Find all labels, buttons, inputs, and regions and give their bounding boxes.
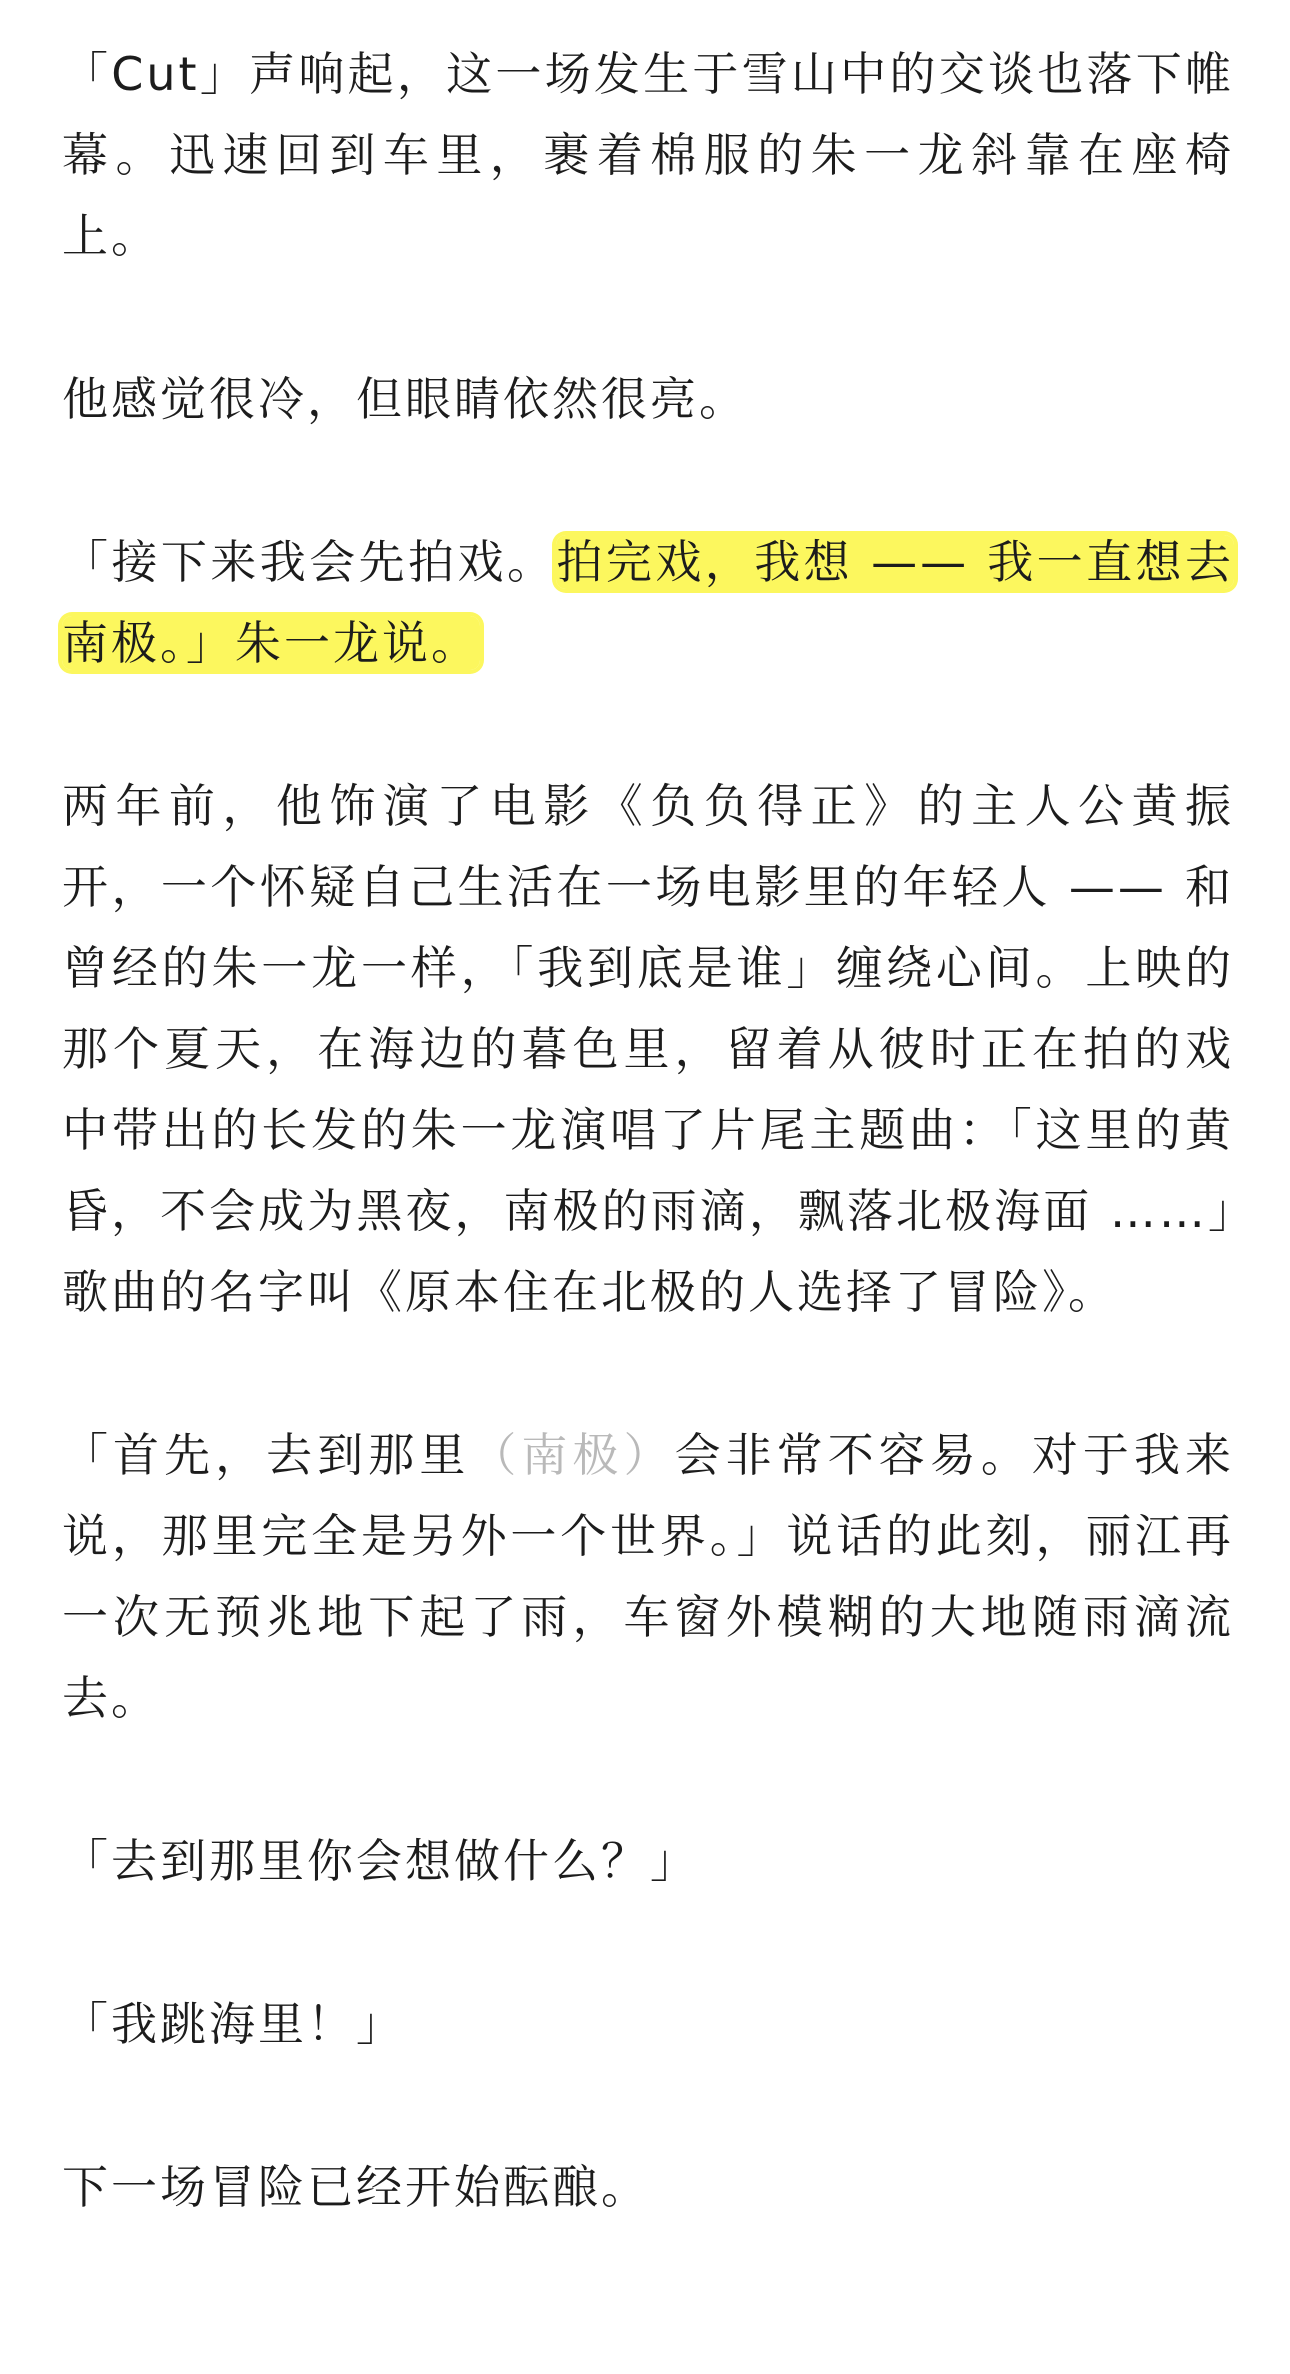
highlighted-quote[interactable]: 拍完戏，我想 —— 我一直想去南极。」朱一龙说。	[62, 535, 1234, 670]
paragraph-antarctica-quote	[62, 522, 1234, 684]
paragraph-next-adventure: 下一场冒险已经开始酝酿。	[62, 2160, 650, 2214]
quote-rest: 会非常不容易。对于我来说，那里完全是另外一个世界。」说话的此刻，丽江再一次无预兆地下起了雨，车窗外模糊的大地随雨滴流去。	[62, 1428, 1235, 1725]
quote-start: 「首先，去到那里	[62, 1428, 471, 1482]
paragraph-cut-scene: 「Cut」声响起，这一场发生于雪山中的交谈也落下帷幕。迅速回到车里，裹着棉服的朱一龙斜靠在座椅上。	[62, 47, 1234, 263]
paragraph-film-background: 两年前，他饰演了电影《负负得正》的主人公黄振开，一个怀疑自己生活在一场电影里的年轻人 —— 和曾经的朱一龙一样，「我到底是谁」缠绕心间。上映的那个夏天，在海边的暮色里，留着从彼时正在拍的戏中带出的长发的朱一龙演唱了片尾主题曲：「这里的黄昏，不会成为黑夜，南极的雨滴，飘落北极海面 ……」歌曲的名字叫《原本住在北极的人选择了冒险》。	[62, 779, 1234, 1319]
quote-text: 「接下来我会先拍戏。	[62, 535, 557, 589]
paragraph-cold-eyes: 他感觉很冷，但眼睛依然很亮。	[62, 372, 748, 426]
inline-note: （南极）	[470, 1428, 675, 1482]
article-body	[62, 34, 1234, 2228]
paragraph-question: 「去到那里你会想做什么？」	[62, 1834, 699, 1888]
paragraph-another-world	[62, 1415, 1234, 1739]
paragraph-answer: 「我跳海里！」	[62, 1997, 405, 2051]
